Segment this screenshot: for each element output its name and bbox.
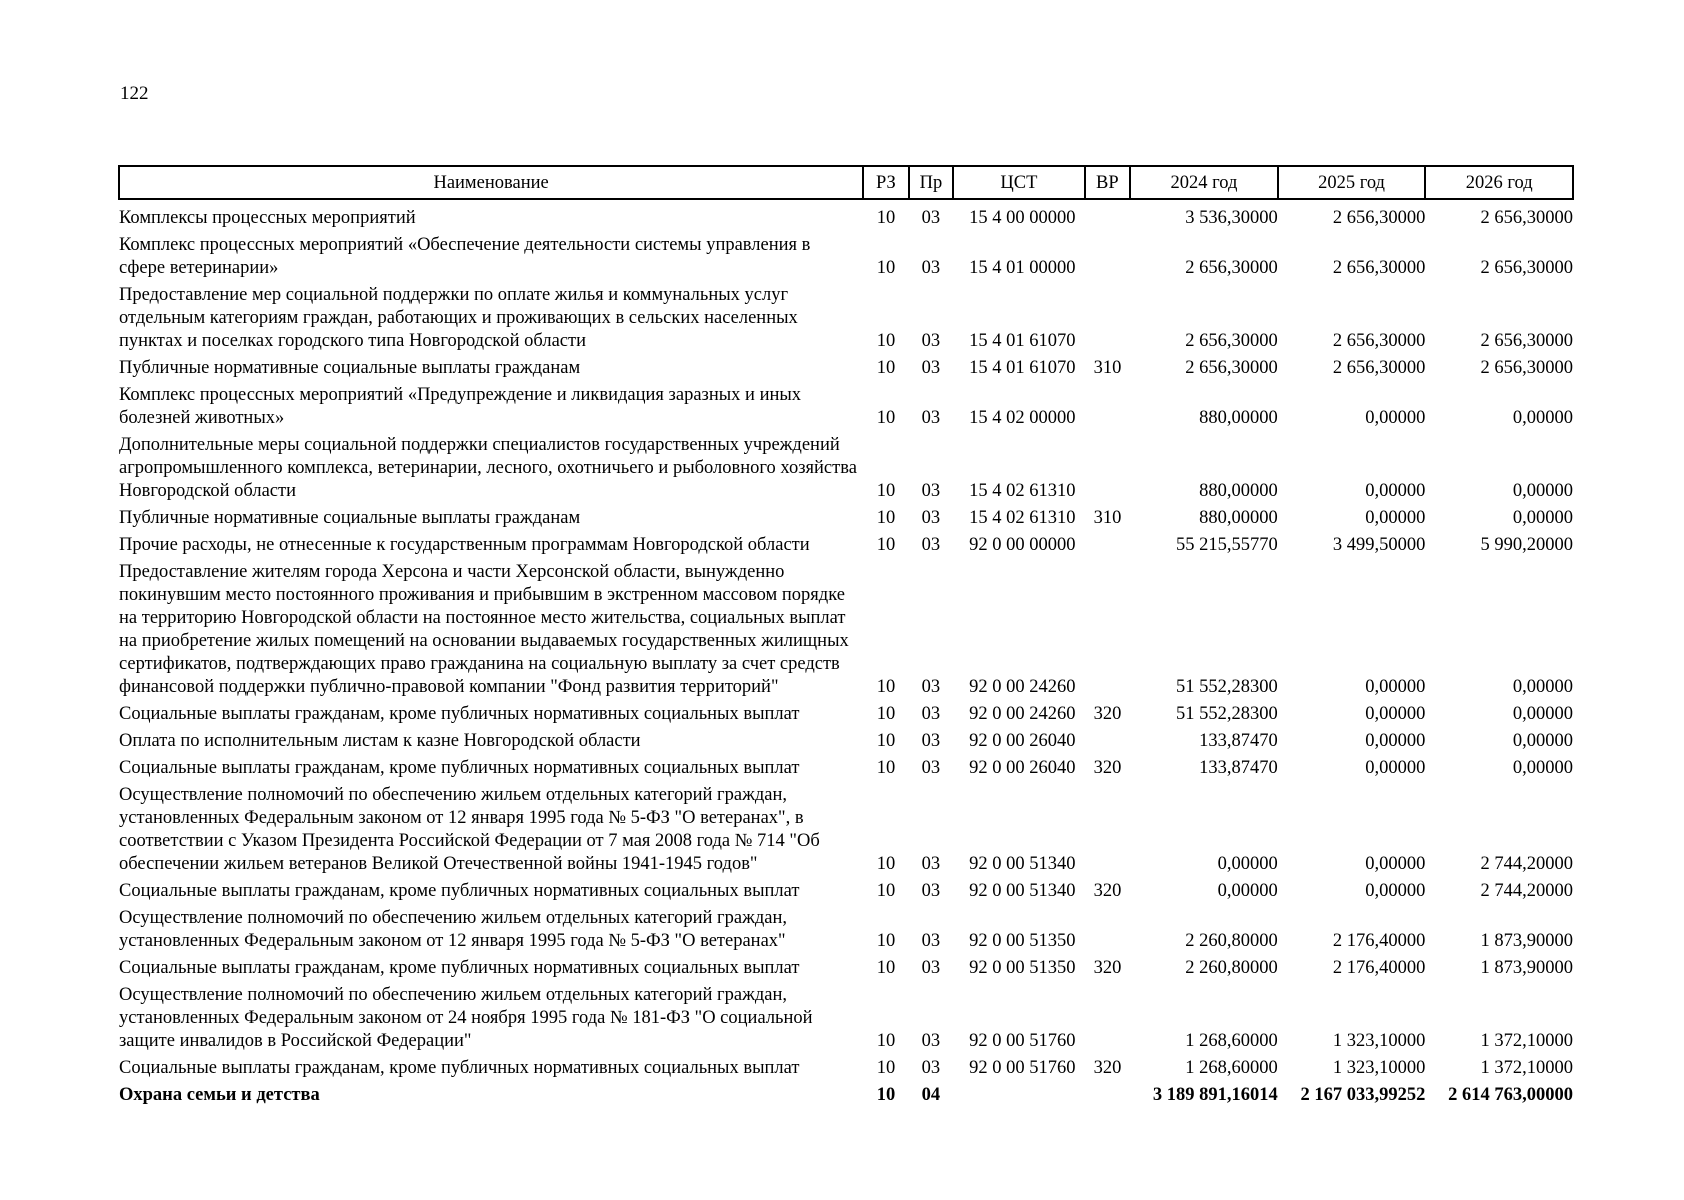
cell-cst: 92 0 00 51760 [969,1031,1076,1051]
cell-2026: 2 614 763,00000 [1448,1085,1573,1105]
cell-pr: 03 [921,408,941,428]
cell-2024: 2 656,30000 [1185,331,1278,351]
cell-2025: 2 176,40000 [1332,931,1426,951]
cell-rz: 10 [876,208,896,228]
cell-2024: 1 268,60000 [1185,1058,1278,1078]
cell-2025: 0,00000 [1365,881,1426,901]
table-row [119,357,1573,384]
cell-2026: 0,00000 [1512,704,1573,724]
cell-name: Публичные нормативные социальные выплаты гражданам [119,508,581,528]
cell-2025: 1 323,10000 [1332,1031,1426,1051]
cell-2024: 51 552,28300 [1175,704,1278,724]
cell-2025: 0,00000 [1365,704,1426,724]
table-row [119,284,1573,357]
cell-cst [953,1084,1084,1111]
cell-vr [1085,234,1131,284]
cell-name: Комплексы процессных мероприятий [119,208,416,228]
cell-vr [1085,434,1131,507]
table-header-row [119,166,1573,199]
cell-vr: 320 [1093,758,1122,778]
table-row [119,1084,1573,1111]
cell-pr: 03 [921,758,941,778]
cell-rz: 10 [876,881,896,901]
cell-pr: 03 [921,958,941,978]
table-row [119,703,1573,730]
cell-2026: 2 656,30000 [1480,358,1573,378]
cell-2026: 1 372,10000 [1480,1031,1573,1051]
cell-2025: 0,00000 [1365,677,1426,697]
cell-2024: 1 268,60000 [1185,1031,1278,1051]
cell-rz: 10 [876,958,896,978]
cell-2025: 2 656,30000 [1332,358,1426,378]
cell-rz: 10 [876,508,896,528]
table-row [119,757,1573,784]
table-row [119,384,1573,434]
cell-2024: 880,00000 [1199,481,1278,501]
cell-2025: 2 656,30000 [1332,331,1426,351]
cell-2024: 133,87470 [1199,758,1278,778]
cell-2024: 2 260,80000 [1185,958,1278,978]
table-body [119,199,1573,1111]
cell-vr [1085,199,1131,234]
cell-name: Осуществление полномочий по обеспечению жильем отдельных категорий граждан, установленных Федеральным законом от 12 января 1995 года № 5-ФЗ "О ветеранах" [119,908,788,951]
cell-rz: 10 [876,931,896,951]
cell-2024: 2 260,80000 [1185,931,1278,951]
cell-name: Социальные выплаты гражданам, кроме публичных нормативных социальных выплат [119,881,800,901]
table-row [119,534,1573,561]
table-row [119,907,1573,957]
cell-cst: 92 0 00 24260 [969,704,1076,724]
cell-2026: 2 656,30000 [1480,208,1573,228]
cell-pr: 03 [921,508,941,528]
cell-name: Социальные выплаты гражданам, кроме публичных нормативных социальных выплат [119,704,800,724]
cell-2025: 0,00000 [1365,854,1426,874]
cell-name: Комплекс процессных мероприятий «Предупреждение и ликвидация заразных и иных болезней животных» [119,385,802,428]
cell-name: Комплекс процессных мероприятий «Обеспечение деятельности системы управления в сфере ветеринарии» [119,235,811,278]
cell-vr: 310 [1093,358,1122,378]
cell-rz: 10 [876,1058,896,1078]
cell-name: Социальные выплаты гражданам, кроме публичных нормативных социальных выплат [119,1058,800,1078]
cell-vr [1085,534,1131,561]
cell-2024: 3 536,30000 [1185,208,1278,228]
cell-pr: 03 [921,535,941,555]
cell-vr [1085,384,1131,434]
cell-2024: 51 552,28300 [1175,677,1278,697]
cell-pr: 03 [921,854,941,874]
header-vr: ВР [1085,166,1131,199]
cell-vr [1085,730,1131,757]
cell-vr: 320 [1093,704,1122,724]
cell-rz: 10 [876,408,896,428]
cell-name: Предоставление мер социальной поддержки по оплате жилья и коммунальных услуг отдельным категориям граждан, работающих и проживающих в сельских населенных пунктах и поселках городского типа Новгородской области [119,285,798,351]
cell-rz: 10 [876,1085,896,1105]
cell-pr: 03 [921,358,941,378]
cell-name: Социальные выплаты гражданам, кроме публичных нормативных социальных выплат [119,958,800,978]
cell-2025: 0,00000 [1365,508,1426,528]
table-row [119,957,1573,984]
cell-vr: 320 [1093,958,1122,978]
cell-rz: 10 [876,535,896,555]
cell-pr: 03 [921,704,941,724]
header-cst: ЦСТ [953,166,1084,199]
cell-vr [1085,984,1131,1057]
cell-vr [1085,907,1131,957]
cell-rz: 10 [876,677,896,697]
header-2025: 2025 год [1278,166,1426,199]
cell-2025: 2 176,40000 [1332,958,1426,978]
header-pr: Пр [909,166,953,199]
cell-2024: 133,87470 [1199,731,1278,751]
cell-cst: 15 4 01 00000 [969,258,1076,278]
table-row [119,199,1573,234]
cell-pr: 03 [921,258,941,278]
cell-name: Охрана семьи и детства [119,1085,320,1105]
cell-vr: 310 [1093,508,1122,528]
cell-cst: 92 0 00 24260 [969,677,1076,697]
cell-pr: 04 [921,1085,941,1105]
cell-2025: 0,00000 [1365,758,1426,778]
table-row [119,1057,1573,1084]
cell-2025: 0,00000 [1365,408,1426,428]
cell-cst: 15 4 02 00000 [969,408,1076,428]
cell-2026: 2 656,30000 [1480,258,1573,278]
table-row [119,234,1573,284]
cell-vr [1085,1084,1131,1111]
cell-pr: 03 [921,208,941,228]
cell-2026: 2 744,20000 [1480,881,1573,901]
cell-2025: 2 167 033,99252 [1300,1085,1426,1105]
cell-cst: 15 4 02 61310 [969,481,1076,501]
cell-2024: 2 656,30000 [1185,258,1278,278]
header-rz: РЗ [863,166,909,199]
cell-pr: 03 [921,881,941,901]
cell-2024: 3 189 891,16014 [1152,1085,1278,1105]
cell-vr: 320 [1093,881,1122,901]
cell-rz: 10 [876,331,896,351]
cell-2025: 2 656,30000 [1332,258,1426,278]
cell-pr: 03 [921,1058,941,1078]
cell-2024: 2 656,30000 [1185,358,1278,378]
cell-rz: 10 [876,258,896,278]
cell-cst: 92 0 00 51350 [969,931,1076,951]
cell-vr [1085,561,1131,703]
cell-2026: 2 744,20000 [1480,854,1573,874]
cell-2025: 0,00000 [1365,481,1426,501]
page-number: 122 [120,83,149,104]
header-2026: 2026 год [1425,166,1573,199]
cell-name: Дополнительные меры социальной поддержки специалистов государственных учреждений агропромышленного комплекса, ветеринарии, лесного, охотничьего и рыболовного хозяйства Новгородской области [119,435,857,501]
cell-name: Публичные нормативные социальные выплаты гражданам [119,358,581,378]
cell-2026: 0,00000 [1512,508,1573,528]
cell-2026: 1 873,90000 [1480,931,1573,951]
table-row [119,561,1573,703]
table-row [119,507,1573,534]
cell-name: Социальные выплаты гражданам, кроме публичных нормативных социальных выплат [119,758,800,778]
cell-2025: 1 323,10000 [1332,1058,1426,1078]
cell-2026: 0,00000 [1512,758,1573,778]
table-row [119,880,1573,907]
cell-pr: 03 [921,1031,941,1051]
cell-vr: 320 [1093,1058,1122,1078]
table-row [119,784,1573,880]
cell-cst: 92 0 00 51340 [969,854,1076,874]
cell-vr [1085,284,1131,357]
cell-cst: 15 4 01 61070 [969,331,1076,351]
cell-2026: 0,00000 [1512,731,1573,751]
cell-rz: 10 [876,358,896,378]
cell-2024: 0,00000 [1217,881,1278,901]
cell-name: Прочие расходы, не отнесенные к государственным программам Новгородской области [119,535,810,555]
cell-2026: 1 873,90000 [1480,958,1573,978]
cell-2026: 1 372,10000 [1480,1058,1573,1078]
table-row [119,730,1573,757]
cell-rz: 10 [876,481,896,501]
cell-cst: 15 4 02 61310 [969,508,1076,528]
cell-cst: 92 0 00 51760 [969,1058,1076,1078]
cell-2024: 55 215,55770 [1175,535,1278,555]
cell-2025: 0,00000 [1365,731,1426,751]
cell-vr [1085,784,1131,880]
cell-cst: 92 0 00 51350 [969,958,1076,978]
cell-cst: 92 0 00 26040 [969,758,1076,778]
cell-2024: 0,00000 [1217,854,1278,874]
cell-2025: 3 499,50000 [1332,535,1426,555]
cell-2025: 2 656,30000 [1332,208,1426,228]
cell-cst: 15 4 00 00000 [969,208,1076,228]
cell-cst: 92 0 00 00000 [969,535,1076,555]
cell-pr: 03 [921,481,941,501]
cell-name: Оплата по исполнительным листам к казне Новгородской области [119,731,641,751]
cell-2024: 880,00000 [1199,508,1278,528]
cell-rz: 10 [876,1031,896,1051]
table-row [119,434,1573,507]
cell-pr: 03 [921,731,941,751]
header-name: Наименование [119,166,863,199]
table-row [119,984,1573,1057]
cell-rz: 10 [876,854,896,874]
cell-cst: 92 0 00 26040 [969,731,1076,751]
cell-2026: 2 656,30000 [1480,331,1573,351]
cell-pr: 03 [921,677,941,697]
budget-table [118,165,1574,1111]
cell-rz: 10 [876,704,896,724]
cell-2026: 5 990,20000 [1480,535,1573,555]
cell-pr: 03 [921,931,941,951]
cell-2026: 0,00000 [1512,677,1573,697]
cell-cst: 15 4 01 61070 [969,358,1076,378]
cell-2026: 0,00000 [1512,408,1573,428]
cell-name: Предоставление жителям города Херсона и части Херсонской области, вынужденно покинувшим место постоянного проживания и прибывшим в экстренном массовом порядке на территорию Новгородской области на постоянное место жительства, социальных выплат на приобретение жилых помещений на основании выдаваемых государственных жилищных сертификатов, подтверждающих право гражданина на социальную выплату за счет средств финансовой поддержки публично-правовой компании "Фонд развития территорий" [119,562,849,697]
cell-cst: 92 0 00 51340 [969,881,1076,901]
cell-rz: 10 [876,731,896,751]
cell-rz: 10 [876,758,896,778]
cell-2026: 0,00000 [1512,481,1573,501]
cell-name: Осуществление полномочий по обеспечению жильем отдельных категорий граждан, установленных Федеральным законом от 12 января 1995 года № 5-ФЗ "О ветеранах", в соответствии с Указом Президента Российской Федерации от 7 мая 2008 года № 714 "Об обеспечении жильем ветеранов Великой Отечественной войны 1941-1945 годов" [119,785,820,874]
header-2024: 2024 год [1130,166,1278,199]
cell-name: Осуществление полномочий по обеспечению жильем отдельных категорий граждан, установленных Федеральным законом от 24 ноября 1995 года № 181-ФЗ "О социальной защите инвалидов в Российской Федерации" [119,985,813,1051]
cell-2024: 880,00000 [1199,408,1278,428]
cell-pr: 03 [921,331,941,351]
